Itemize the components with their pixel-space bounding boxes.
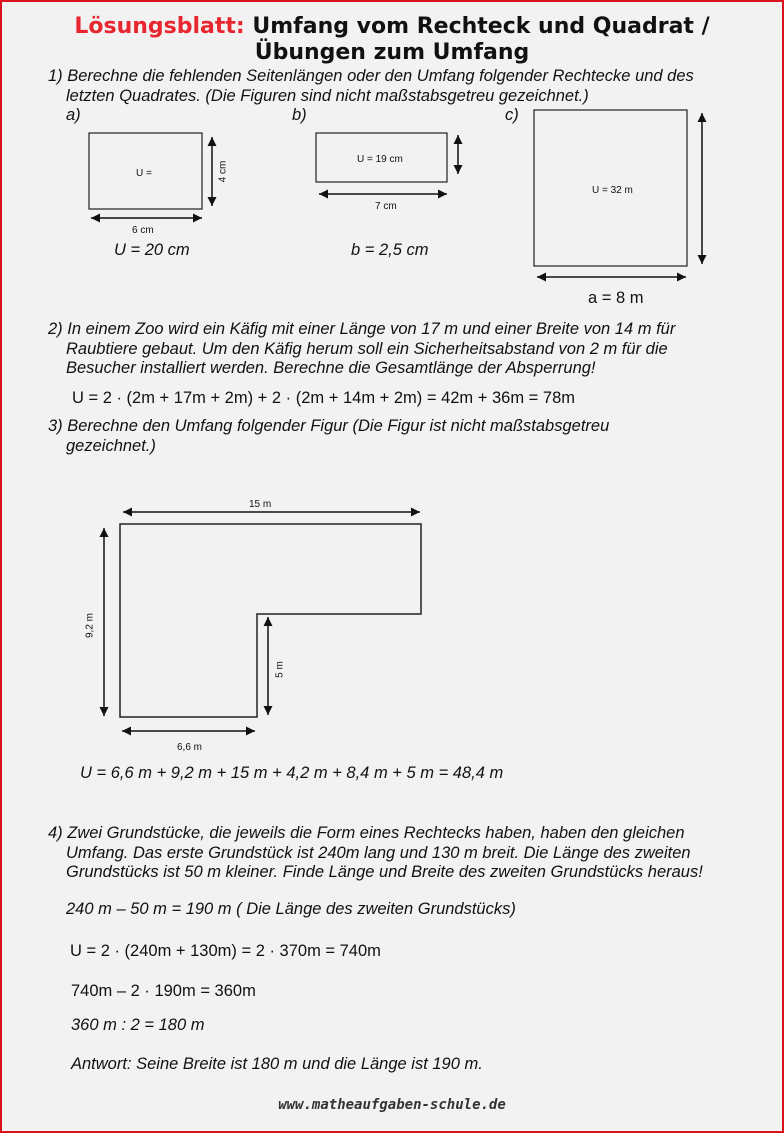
task3-answer: U = 6,6 m + 9,2 m + 15 m + 4,2 m + 8,4 m + 5 m = 48,4 m [80, 764, 504, 782]
title-line1: Umfang vom Rechteck und Quadrat / [252, 14, 710, 39]
task4-step3: 740m – 2 · 190m = 360m [71, 982, 256, 1000]
answer-b: b = 2,5 cm [351, 241, 429, 259]
task1-text-line1: 1) Berechne die fehlenden Seitenlängen oder den Umfang folgender Rechtecke und des [48, 67, 694, 85]
task4-text-line2: Umfang. Das erste Grundstück ist 240m lang und 130 m breit. Die Länge des zweiten [66, 844, 691, 862]
task4-answer: Antwort: Seine Breite ist 180 m und die Länge ist 190 m. [71, 1055, 483, 1073]
l-shape-bottom-label: 6,6 m [177, 742, 203, 753]
task1-label-a: a) [66, 106, 81, 124]
rect-b-u-label: U = 19 cm [357, 154, 403, 165]
task2-text-line3: Besucher installiert werden. Berechne die Gesamtlänge der Absperrung! [66, 359, 596, 377]
rect-a-u-label: U = [136, 168, 152, 179]
task4-text-line1: 4) Zwei Grundstücke, die jeweils die Form eines Rechtecks haben, haben den gleichen [48, 824, 685, 842]
task1-label-b: b) [292, 106, 307, 124]
footer-url: www.matheaufgaben-schule.de [278, 1097, 506, 1113]
rect-b-width-label: 7 cm [375, 201, 397, 212]
l-shape-inner-label: 5 m [274, 661, 286, 678]
task4-step2: U = 2 · (240m + 130m) = 2 · 370m = 740m [70, 942, 381, 960]
task1-label-c: c) [505, 106, 519, 124]
answer-a: U = 20 cm [114, 241, 190, 259]
rect-a-height-label: 4 cm [217, 160, 229, 183]
l-shape [120, 524, 421, 717]
task1-text-line2: letzten Quadrates. (Die Figuren sind nicht maßstabsgetreu gezeichnet.) [66, 87, 589, 105]
task3-text-line2: gezeichnet.) [66, 437, 156, 455]
title-highlight: Lösungsblatt: [74, 14, 245, 39]
answer-c: a = 8 m [588, 289, 644, 307]
title-line2: Übungen zum Umfang [254, 40, 530, 65]
task4-text-line3: Grundstücks ist 50 m kleiner. Finde Länge und Breite des zweiten Grundstücks heraus! [66, 863, 703, 881]
task2-formula: U = 2 · (2m + 17m + 2m) + 2 · (2m + 14m + 2m) = 42m + 36m = 78m [72, 389, 575, 407]
task2-text-line1: 2) In einem Zoo wird ein Käfig mit einer Länge von 17 m und einer Breite von 14 m für [48, 320, 676, 338]
task4-step4: 360 m : 2 = 180 m [71, 1016, 205, 1034]
l-shape-top-label: 15 m [249, 499, 272, 510]
task2-text-line2: Raubtiere gebaut. Um den Käfig herum soll ein Sicherheitsabstand von 2 m für die [66, 340, 668, 358]
rect-a-width-label: 6 cm [132, 225, 154, 236]
l-shape-left-label: 9,2 m [84, 613, 96, 639]
task3-text-line1: 3) Berechne den Umfang folgender Figur (Die Figur ist nicht maßstabsgetreu [48, 417, 610, 435]
square-c-u-label: U = 32 m [592, 185, 633, 196]
task4-step1: 240 m – 50 m = 190 m ( Die Länge des zweiten Grundstücks) [66, 900, 516, 918]
